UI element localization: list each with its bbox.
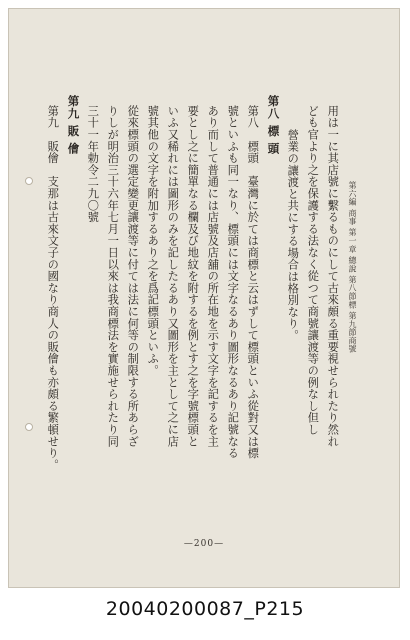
text-line: 用は一に其店號に繫るものにして古來頗る重要視せられたり然れ xyxy=(326,105,340,448)
text-line: いふ又稀れには圖形のみを記したるあり又圖形を主として之に店 xyxy=(166,105,180,448)
section-heading: 第八 標 頭 xyxy=(266,95,281,156)
text-line: 從來標頭の選定變更讓渡等に付ては法に何等の制限する所あらざ xyxy=(126,105,140,448)
binding-hole-bottom xyxy=(25,423,33,431)
image-caption: 20040200087_P215 xyxy=(105,598,305,620)
running-header: 第六編 商事 第一章 總說 第八節標 第九節商號 xyxy=(348,181,357,353)
binding-hole-top xyxy=(25,177,33,185)
text-line: 要とし之に簡單なる欄及び地紋を附するを例とす之を字號標頭と xyxy=(186,105,200,448)
text-line: 營業の讓渡と共にする場合は格別なり。 xyxy=(286,129,300,342)
text-line: りしが明治三十六年七月一日以來は我商標法を實施せられたり同 xyxy=(106,105,120,448)
text-line: 號其他の文字を附加するあり之を爲記標頭といふ。 xyxy=(146,105,160,377)
text-line: あり而して普通には店號及店舖の所在地を示す文字を記するを主 xyxy=(206,105,220,448)
text-line: 號といふも同一なり、標頭には文字なるあり圖形なるあり記號なる xyxy=(226,105,240,459)
text-line: 第九 販儈 支那は古來文子の國なり商人の販儈も亦頗る繁頓せり。 xyxy=(46,105,60,471)
page-number: —200— xyxy=(183,539,225,549)
text-line: 第八 標頭 臺灣に於ては商標と云はずして標頭といふ從對又は標 xyxy=(246,105,260,459)
text-line: 三十一年勅令二九〇號 xyxy=(86,105,100,223)
section-heading: 第九 販 儈 xyxy=(66,95,81,156)
document-page xyxy=(8,8,400,588)
text-line: ども官より之を保護する法なく從つて商號讓渡等の例なし但し xyxy=(306,105,320,436)
